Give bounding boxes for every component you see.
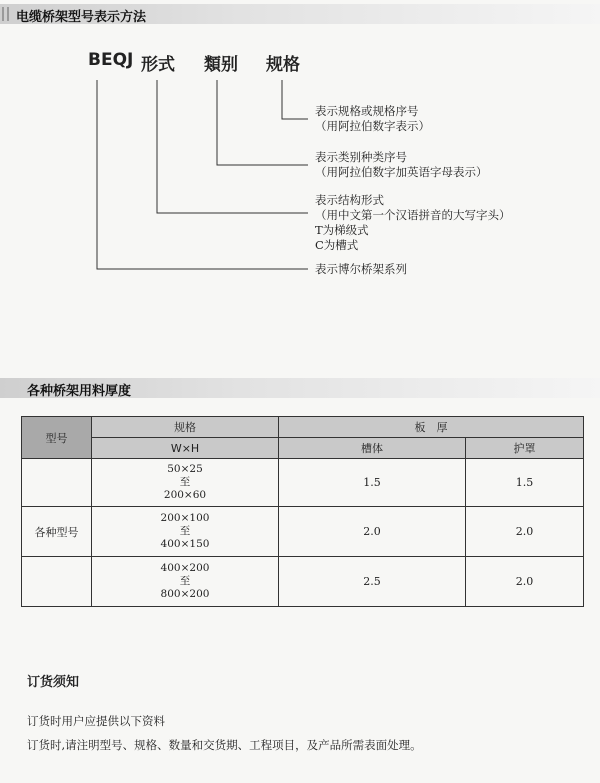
legend-prefix (315, 262, 407, 277)
notice-title: 订货须知 (27, 675, 80, 690)
leader-lines (0, 0, 600, 300)
cell-model (22, 557, 92, 607)
legend-category-line1: 表示类别种类序号 (315, 150, 407, 164)
legend-form-line3: T为梯级式 (315, 223, 369, 237)
cell-trough: 1.5 (279, 459, 466, 507)
section-title: 电缆桥架型号表示方法 (16, 10, 147, 25)
code-spec: 规格 (266, 55, 300, 75)
code-form: 形式 (141, 55, 175, 75)
legend-spec (315, 104, 430, 134)
spec-from: 200×100 (160, 512, 210, 524)
header-thickness: 板 厚 (279, 417, 584, 438)
spec-from: 400×200 (160, 562, 210, 574)
table-row (22, 459, 584, 507)
thickness-table (21, 416, 584, 607)
legend-prefix-line1: 表示博尔桥架系列 (315, 262, 407, 276)
leader-category (217, 80, 308, 165)
spec-to-word: 至 (179, 525, 191, 537)
spec-to-word: 至 (179, 575, 191, 587)
legend-form-line1: 表示结构形式 (315, 193, 384, 207)
spec-to: 200×60 (163, 489, 207, 501)
header-spec-sub: W×H (92, 438, 279, 459)
legend-category-line2: （用阿拉伯数字加英语字母表示） (315, 165, 488, 179)
section-header-bar (0, 378, 600, 398)
cell-model (22, 459, 92, 507)
spec-to-word: 至 (179, 476, 191, 488)
spec-from: 50×25 (167, 463, 203, 475)
legend-form-line2: （用中文第一个汉语拼音的大写字头） (315, 208, 511, 222)
header-model: 型号 (22, 417, 92, 459)
cell-trough: 2.5 (279, 557, 466, 607)
header-cover: 护罩 (466, 438, 584, 459)
cell-cover: 1.5 (466, 459, 584, 507)
table-row (22, 557, 584, 607)
spec-to: 400×150 (160, 538, 210, 550)
header-spec: 规格 (92, 417, 279, 438)
code-prefix: BEQJ (88, 50, 134, 70)
cell-model: 各种型号 (22, 507, 92, 557)
cell-cover: 2.0 (466, 507, 584, 557)
header-trough: 槽体 (279, 438, 466, 459)
notice-line2: 订货时,请注明型号、规格、数量和交货期、工程项目，及产品所需表面处理。 (27, 738, 422, 752)
cell-trough: 2.0 (279, 507, 466, 557)
leader-prefix (97, 80, 308, 269)
legend-category (315, 150, 488, 180)
cell-spec (92, 459, 279, 507)
legend-form (315, 193, 511, 253)
notice-line1: 订货时用户应提供以下资料 (27, 714, 165, 728)
cell-spec (92, 507, 279, 557)
legend-spec-line2: （用阿拉伯数字表示） (315, 119, 430, 133)
code-category: 類别 (204, 55, 238, 75)
cell-spec (92, 557, 279, 607)
table-row (22, 507, 584, 557)
section-title: 各种桥架用料厚度 (27, 384, 132, 399)
spec-to: 800×200 (160, 588, 210, 600)
leader-spec (282, 80, 308, 119)
legend-form-line4: C为槽式 (315, 238, 359, 252)
legend-spec-line1: 表示规格或规格序号 (315, 104, 419, 118)
cell-cover: 2.0 (466, 557, 584, 607)
leader-form (157, 80, 308, 213)
